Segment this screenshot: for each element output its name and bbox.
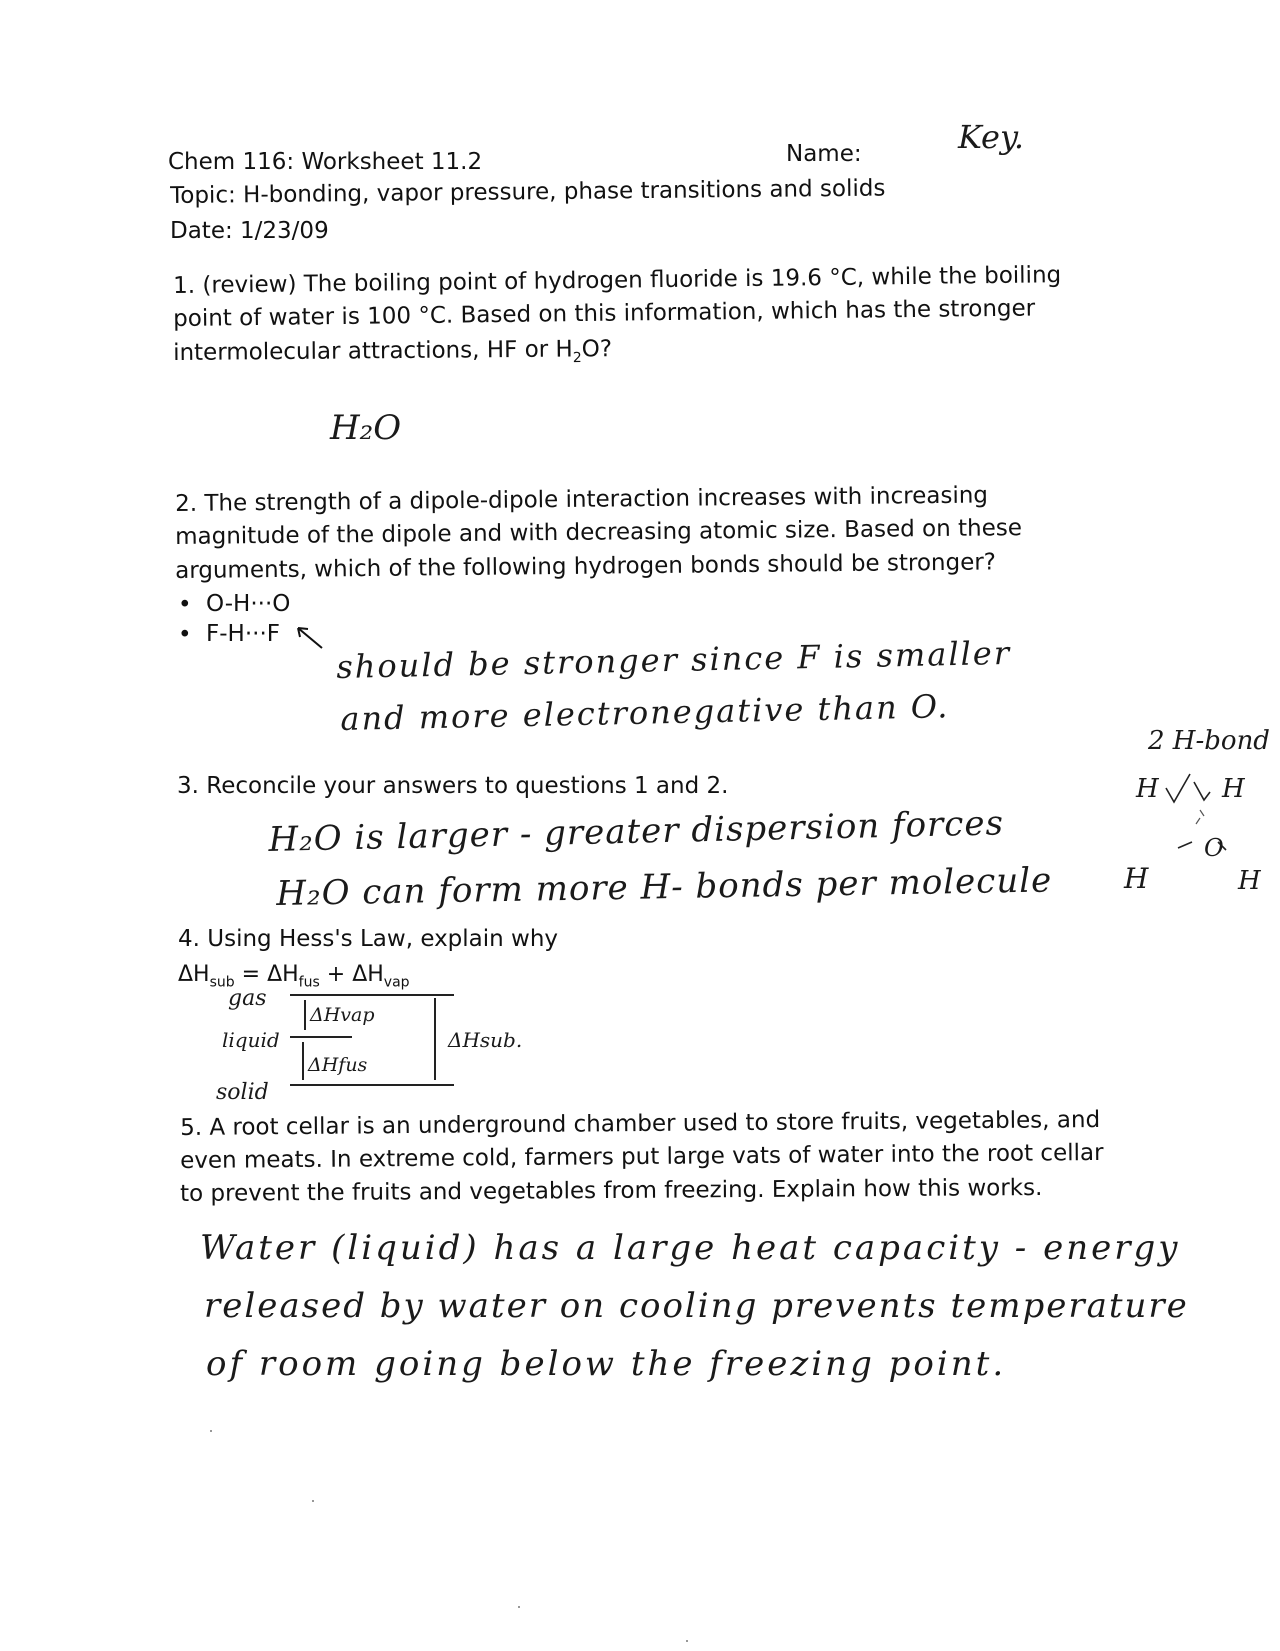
q1-line-3: intermolecular attractions, HF or $H_2O$? <box>173 336 613 367</box>
q5-answer-line-3: of room going below the freezing point. <box>206 1344 1007 1384</box>
margin-h-top-left: H <box>1136 774 1159 804</box>
scan-speck <box>210 1430 212 1432</box>
diagram-vap-arrow <box>304 1000 306 1030</box>
diagram-fus-arrow <box>302 1042 304 1080</box>
q2-line-3: arguments, which of the following hydrogen bonds should be stronger? <box>175 549 997 584</box>
scan-speck <box>686 1640 688 1642</box>
diagram-sub-arrow <box>434 998 436 1080</box>
diagram-dh-vap: ΔHvap <box>310 1004 375 1026</box>
q2-bullet-2: • <box>178 622 192 648</box>
q5-line-3: to prevent the fruits and vegetables from freezing. Explain how this works. <box>180 1174 1043 1207</box>
q4-question: 4. Using Hess's Law, explain why <box>178 926 559 952</box>
q2-line-2: magnitude of the dipole and with decreasing atomic size. Based on these <box>175 515 1023 550</box>
q2-answer-line-2: and more electronegative than O. <box>340 687 950 738</box>
q1-line-1: 1. (review) The boiling point of hydrogen fluoride is 19.6 °C, while the boiling <box>173 262 1062 299</box>
margin-h-bottom-right: H <box>1238 866 1261 896</box>
margin-note-h-bonds: 2 H-bond <box>1148 726 1270 756</box>
margin-h-top-right: H <box>1222 774 1245 804</box>
date-line: Date: 1/23/09 <box>170 218 329 244</box>
scan-speck <box>312 1500 314 1502</box>
q1-line-2: point of water is 100 °C. Based on this information, which has the stronger <box>173 295 1036 332</box>
q5-answer-line-2: released by water on cooling prevents temperature <box>204 1286 1189 1326</box>
q1-answer: H₂O <box>330 408 402 448</box>
q5-line-2: even meats. In extreme cold, farmers put large vats of water into the root cellar <box>180 1139 1104 1174</box>
course-title: Chem 116: Worksheet 11.2 <box>168 149 483 175</box>
topic-line: Topic: H-bonding, vapor pressure, phase transitions and solids <box>170 175 886 209</box>
name-handwritten: Key. <box>958 118 1024 156</box>
scan-speck <box>518 1606 520 1608</box>
margin-h-bottom-left: H <box>1124 862 1149 895</box>
arrow-icon <box>292 622 326 652</box>
q2-bullet-1: • <box>178 592 192 618</box>
q5-answer-line-1: Water (liquid) has a large heat capacity - energy <box>200 1228 1181 1268</box>
q2-option-1: O-H···O <box>206 591 291 617</box>
diagram-label-solid: solid <box>216 1080 269 1105</box>
q2-line-1: 2. The strength of a dipole-dipole interaction increases with increasing <box>175 482 989 517</box>
diagram-gas-level <box>290 994 454 996</box>
q4-equation: $\Delta H_{sub} = \Delta H_{fus} + \Delta H_{vap}$ <box>178 962 410 991</box>
q2-option-2: F-H···F <box>206 621 280 647</box>
diagram-liquid-level <box>290 1036 352 1038</box>
q3-question: 3. Reconcile your answers to questions 1 and 2. <box>177 773 729 799</box>
diagram-dh-sub: ΔHsub. <box>448 1028 523 1052</box>
q3-answer-line-1: H₂O is larger - greater dispersion forces <box>268 803 1005 860</box>
margin-o: O <box>1204 834 1224 862</box>
diagram-label-gas: gas <box>228 986 267 1011</box>
diagram-solid-level <box>290 1084 454 1086</box>
q5-line-1: 5. A root cellar is an underground chamber used to store fruits, vegetables, and <box>180 1106 1101 1141</box>
diagram-dh-fus: ΔHfus <box>308 1054 368 1076</box>
q2-answer-line-1: should be stronger since F is smaller <box>336 633 1012 686</box>
name-label: Name: <box>786 141 862 167</box>
q3-answer-line-2: H₂O can form more H- bonds per molecule <box>276 860 1053 914</box>
diagram-label-liquid: liquid <box>222 1028 280 1052</box>
